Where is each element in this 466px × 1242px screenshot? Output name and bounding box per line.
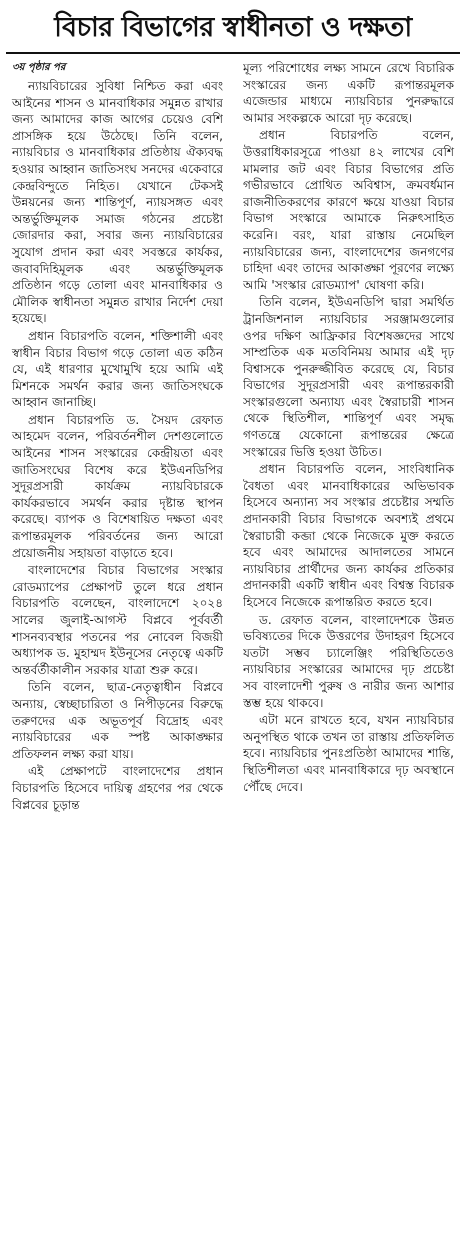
paragraph: প্রধান বিচারপতি বলেন, সাংবিধানিক বৈধতা এবং মানবাধিকারের অভিভাবক হিসেবে অন্যান্য সব সংস্কার প্রচেষ্টার সম্মতি প্রদানকারী বিচার বিভাগকে অবশ্যই প্রথমে স্বৈরাচারী কব্জা থেকে নিজেকে মুক্ত করতে হবে এবং আমাদের আদালতের সামনে ন্যায়বিচার প্রার্থীদের জন্য কার্যকর প্রতিকার প্রদানকারী একটি স্বাধীন এবং বিশ্বস্ত বিচারক হিসেবে নিজেকে রূপান্তরিত করতে হবে।	[243, 462, 454, 609]
article-body	[6, 60, 460, 1236]
paragraph: প্রধান বিচারপতি ড. সৈয়দ রেফাত আহমেদ বলেন, পরিবর্তনশীল দেশগুলোতে আইনের শাসন সংস্কারের কেন্দ্রীয়তা এবং জাতিসংঘের বিশেষ করে ইউএনডিপির সুদূরপ্রসারী কার্যক্রম ন্যায়বিচারকে কার্যকরভাবে সমর্থন করার দৃষ্টান্ত স্থাপন করেছে। ব্যাপক ও বিশেষায়িত দক্ষতা এবং রূপান্তরমূলক পরিবর্তনের জন্য আরো প্রয়োজনীয় সহায়তা বাড়াতে হবে।	[12, 412, 223, 560]
paragraph: এই প্রেক্ষাপটে বাংলাদেশের প্রধান বিচারপতি হিসেবে দায়িত্ব গ্রহণের পর থেকে বিপ্লবের চূড়ান্ত	[12, 764, 223, 812]
paragraph: তিনি বলেন, ইউএনডিপি দ্বারা সমর্থিত ট্রানজিশনাল ন্যায়বিচার সরঞ্জামগুলোর ওপর দক্ষিণ আফ্রিকার বিশেষজ্ঞদের সাথে সাম্প্রতিক এক মতবিনিময় আমার এই দৃঢ় বিশ্বাসকে পুনরুজ্জীবিত করেছে যে, বিচার বিভাগের সুদূরপ্রসারী এবং রূপান্তরকারী সংস্কারগুলো অন্যায্য এবং স্বৈরাচারী শাসন থেকে স্থিতিশীল, শান্তিপূর্ণ এবং সমৃদ্ধ গণতন্ত্রে যেকোনো রূপান্তরের ক্ষেত্রে সংস্কারের ভিত্তি হওয়া উচিত।	[243, 295, 454, 459]
paragraph: এটা মনে রাখতে হবে, যখন ন্যায়বিচার অনুপস্থিত থাকে তখন তা রাস্তায় প্রতিফলিত হবে। ন্যায়বিচার পুনঃপ্রতিষ্ঠা আমাদের শান্তি, স্থিতিশীলতা এবং মানবাধিকারে দৃঢ় অবস্থানে পৌঁছে দেবে।	[243, 713, 454, 794]
paragraph: ন্যায়বিচারের সুবিধা নিশ্চিত করা এবং আইনের শাসন ও মানবাধিকার সমুন্নত রাখার জন্য আমাদের কাজ আগের চেয়েও বেশি প্রাসঙ্গিক হয়ে উঠেছে। তিনি বলেন, ন্যায়বিচার ও মানবাধিকার প্রতিষ্ঠায় ঐক্যবদ্ধ হওয়ার আহ্বান জাতিসংঘ সনদের একেবারে কেন্দ্রবিন্দুতে নিহিত। যেখানে টেকসই উন্নয়নের জন্য শান্তিপূর্ণ, ন্যায়সঙ্গত এবং অন্তর্ভুক্তিমূলক সমাজ গঠনের প্রচেষ্টা জোরদার করা, সবার জন্য ন্যায়বিচারের সুযোগ প্রদান করা এবং সবস্তরে কার্যকর, জবাবদিহিমূলক এবং অন্তর্ভুক্তিমূলক প্রতিষ্ঠান গড়ে তোলা এবং মানবাধিকার ও মৌলিক স্বাধীনতা সমুন্নত রাখার নির্দেশ দেয়া হয়েছে।	[12, 79, 223, 326]
right-column	[243, 60, 460, 1236]
paragraph: ড. রেফাত বলেন, বাংলাদেশকে উন্নত ভবিষ্যতের দিকে উত্তরণের উদাহরণ হিসেবে যতটা সম্ভব চ্যালেঞ্জিং পরিস্থিতিতেও ন্যায়বিচার সংস্কারের আমাদের দৃঢ় প্রচেষ্টা সব বাংলাদেশী পুরুষ ও নারীর জন্য আশার স্তম্ভ হয়ে থাকবে।	[243, 612, 454, 710]
continued-from-label: ৩য় পৃষ্ঠার পর	[12, 62, 66, 73]
paragraph: প্রধান বিচারপতি বলেন, শক্তিশালী এবং স্বাধীন বিচার বিভাগ গড়ে তোলা এত কঠিন যে, এই ধারণার মুখোমুখি হয়ে আমি এই মিশনকে সমর্থন করার জন্য জাতিসংঘকে আহ্বান জানাচ্ছি।	[12, 328, 223, 410]
left-column	[6, 60, 223, 1236]
article-headline: বিচার বিভাগের স্বাধীনতা ও দক্ষতা	[54, 12, 412, 43]
paragraph: বাংলাদেশের বিচার বিভাগের সংস্কার রোডম্যাপের প্রেক্ষাপট তুলে ধরে প্রধান বিচারপতি বলেছেন, বাংলাদেশে ২০২৪ সালের জুলাই-আগস্ট বিপ্লবে পূর্ববর্তী শাসনব্যবস্থার পতনের পর নোবেল বিজয়ী অধ্যাপক ড. মুহাম্মদ ইউনূসের নেতৃত্বে একটি অন্তর্বর্তীকালীন সরকার যাত্রা শুরু করে।	[12, 563, 223, 677]
paragraph: মূল্য পরিশোধের লক্ষ্য সামনে রেখে বিচারিক সংস্কারের জন্য একটি রূপান্তরমূলক এজেন্ডার মাধ্যমে ন্যায়বিচার পুনরুদ্ধারে আমার সংকল্পকে আরো দৃঢ় করেছে।	[243, 61, 454, 125]
paragraph: তিনি বলেন, ছাত্র-নেতৃত্বাধীন বিপ্লবে অন্যায়, স্বেচ্ছাচারিতা ও নিপীড়নের বিরুদ্ধে তরুণদের এক অভূতপূর্ব বিদ্রোহ এবং ন্যায়বিচারের এক স্পষ্ট আকাঙ্ক্ষার প্রতিফলন লক্ষ্য করা যায়।	[12, 680, 223, 761]
headline-divider	[6, 52, 460, 54]
paragraph: প্রধান বিচারপতি বলেন, উত্তরাধিকারসূত্রে পাওয়া ৪২ লাখের বেশি মামলার জট এবং বিচার বিভাগের প্রতি গভীরভাবে প্রোথিত অবিশ্বাস, ক্রমবর্ধমান রাজনীতিকরণের কারণে ক্ষয়ে যাওয়া বিচার বিভাগ সংস্কারে আমাকে নিরুৎসাহিত করেনি। বরং, যারা রাস্তায় নেমেছিল ন্যায়বিচারের জন্য, বাংলাদেশের জনগণের চাহিদা এবং তাদের আকাঙ্ক্ষা পূরণের লক্ষ্যে আমি 'সংস্কার রোডম্যাপ' ঘোষণা করি।	[243, 128, 454, 292]
